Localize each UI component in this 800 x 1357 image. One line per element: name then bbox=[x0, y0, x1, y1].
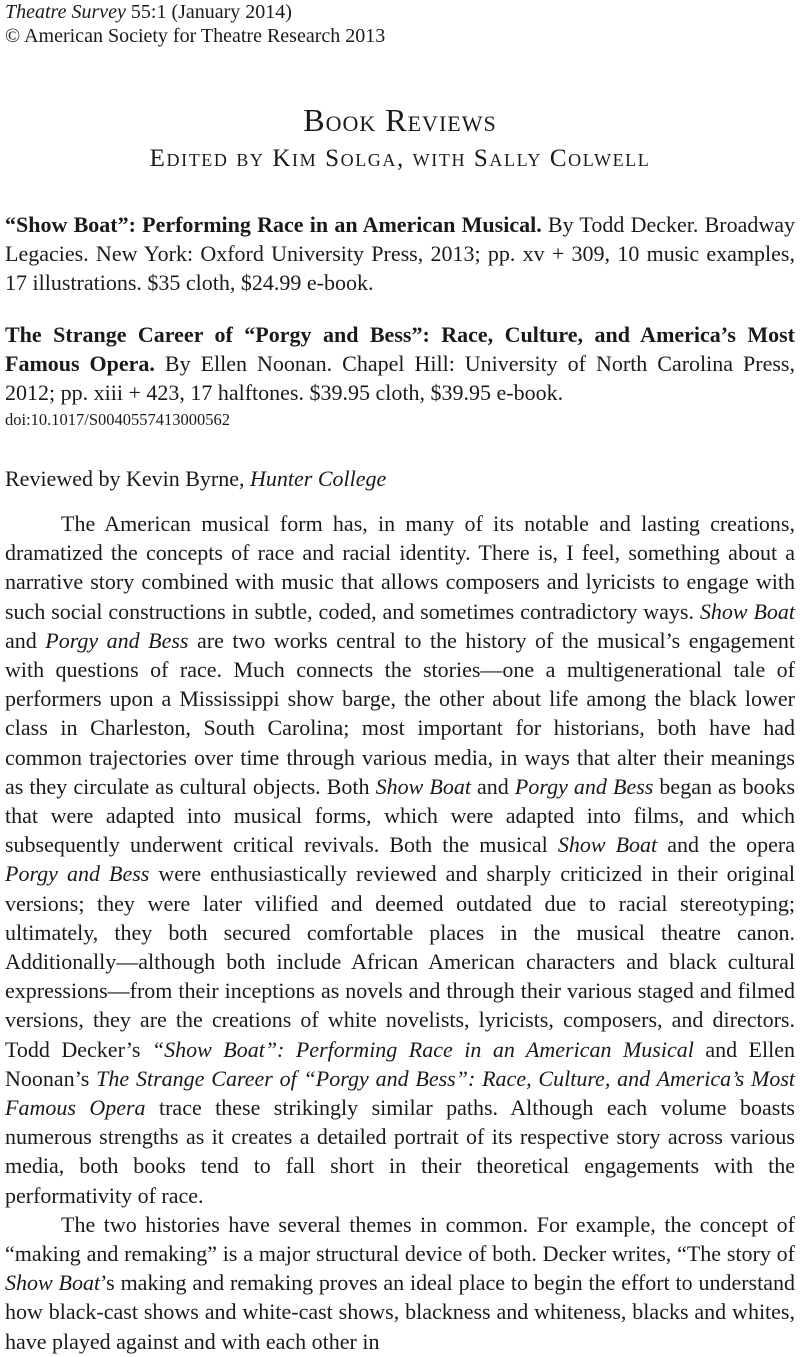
text-run: began as books that were adapted into musical forms, which were adapted into films, and which subsequently underwent critical revivals. Both the musical bbox=[5, 773, 796, 858]
book-entry-show-boat bbox=[5, 210, 795, 297]
text-run: are two works central to the history of the musical’s engagement with questions of race. Much connects the stories—one a multigenerational tale of performers upon a Mississippi show barge, the other about life among the black lower class in Charleston, South Carolina; most important for historians, both have had common trajectories over time through various media, in ways that alter their meanings as they circulate as cultural objects. Both bbox=[5, 627, 795, 799]
work-title: Porgy and Bess bbox=[514, 773, 654, 799]
text-run: and bbox=[5, 627, 46, 653]
section-title: Book Reviews bbox=[303, 102, 497, 138]
text-run: ’s making and remaking proves an ideal place to begin the effort to understand how black-cast shows and white-cast shows, blackness and whiteness, blacks and whites, have played against and with each other in bbox=[5, 1270, 795, 1354]
work-title: Porgy and Bess bbox=[5, 861, 150, 887]
issue-info: 55:1 (January 2014) bbox=[125, 1, 292, 23]
text-run: The American musical form has, in many of its notable and lasting creations, dramatized the concepts of race and racial identity. There is, I feel, something about a narrative story combined with music that allows composers and lyricists to engage with such social constructions in subtle, coded, and sometimes contradictory ways. bbox=[5, 511, 795, 624]
work-title: Porgy and Bess bbox=[45, 627, 189, 653]
book-title: “Show Boat”: Performing Race in an American Musical. bbox=[5, 212, 542, 237]
text-run: and Ellen Noonan’s bbox=[5, 1036, 795, 1091]
reviewer-line bbox=[5, 464, 386, 493]
work-title: Show Boat bbox=[699, 598, 796, 624]
running-head bbox=[5, 0, 385, 48]
text-run: and bbox=[470, 773, 515, 799]
work-title: The Strange Career of “Porgy and Bess”: Race, Culture, and America’s Most Famous Opera bbox=[5, 1065, 796, 1121]
work-title: Show Boat bbox=[375, 773, 471, 799]
text-run: were enthusiastically reviewed and sharply criticized in their original versions; they were later vilified and deemed outdated due to racial stereotyping; ultimately, they both secured comfortable places in the musical theatre canon. Additionally—although both include African American characters and black cultural expressions—from their inceptions as novels and through their various staged and filmed versions, they are the creations of white novelists, lyricists, composers, and directors. Todd Decker’s bbox=[5, 861, 795, 1062]
work-title: Show Boat bbox=[557, 832, 658, 858]
body-paragraph bbox=[5, 509, 795, 1210]
book-entry-porgy-and-bess bbox=[5, 320, 795, 407]
text-run: trace these strikingly similar paths. Although each volume boasts numerous strengths as it creates a detailed portrait of its respective story across various media, both books tend to fall short in their theoretical engagements with the performativity of race. bbox=[5, 1095, 795, 1208]
section-editors: Edited by Kim Solga, with Sally Colwell bbox=[149, 145, 651, 172]
book-title: The Strange Career of “Porgy and Bess”: Race, Culture, and America’s Most Famous Opera. bbox=[5, 322, 795, 376]
work-title: Show Boat bbox=[5, 1270, 101, 1296]
text-run: The two histories have several themes in common. For example, the concept of “making and remaking” is a major structural device of both. Decker writes, “The story of bbox=[5, 1211, 795, 1267]
book-details: By Ellen Noonan. Chapel Hill: University of North Carolina Press, 2012; pp. xiii + 423, 17 halftones. $39.95 cloth, $39.95 e-book. bbox=[5, 351, 795, 405]
copyright-line: © American Society for Theatre Research 2013 bbox=[5, 25, 386, 47]
reviewer-affiliation: Hunter College bbox=[250, 466, 387, 491]
journal-issue-line bbox=[5, 0, 385, 24]
body-paragraph bbox=[5, 1210, 795, 1356]
book-details: By Todd Decker. Broadway Legacies. New York: Oxford University Press, 2013; pp. xv + 309, 10 music examples, 17 illustrations. $35 cloth, $24.99 e-book. bbox=[5, 212, 796, 295]
doi-reference[interactable]: doi:10.1017/S0040557413000562 bbox=[5, 410, 231, 429]
text-run: and the opera bbox=[657, 832, 795, 858]
journal-name: Theatre Survey bbox=[5, 1, 126, 23]
reviewer-name: Reviewed by Kevin Byrne, bbox=[5, 466, 250, 491]
review-body bbox=[5, 509, 795, 1356]
work-title: “Show Boat”: Performing Race in an American Musical bbox=[151, 1036, 694, 1062]
